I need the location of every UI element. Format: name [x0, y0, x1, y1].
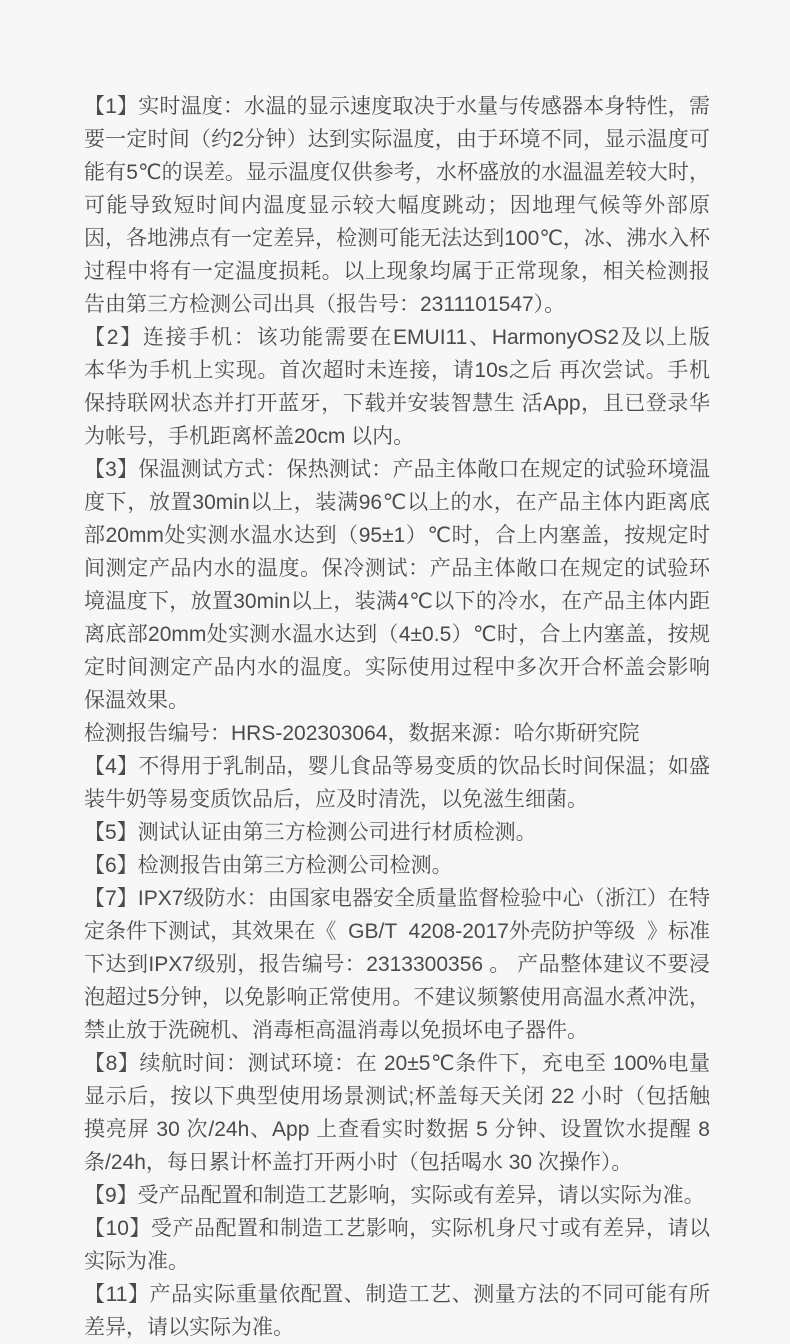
footnote-11-weight-variance: 【11】产品实际重量依配置、制造工艺、测量方法的不同可能有所差异，请以实际为准。 — [84, 1283, 710, 1339]
footnote-2-phone-connection: 【2】连接手机：该功能需要在EMUI11、HarmonyOS2及以上版 本华为手机上实现。首次超时未连接，请10s之后 再次尝试。手机保持联网状态并打开蓝牙，下载并安装智慧生 活App，且已登录华为帐号，手机距离杯盖20cm 以内。 — [84, 326, 734, 448]
footnote-8-battery-life: 【8】续航时间：测试环境：在 20±5℃条件下，充电至 100%电量显示后，按以下典型使用场景测试;杯盖每天关闭 22 小时（包括触摸亮屏 30 次/24h、App 上查看实时数据 5 分钟、设置饮水提醒 8 条/24h，每日累计杯盖打开两小时（包括喝水 30 次操作）。 — [84, 1052, 716, 1174]
footnote-3-insulation-test: 【3】保温测试方式：保热测试：产品主体敞口在规定的试验环境温度下，放置30min以上，装满96℃以上的水，在产品主体内距离底部20mm处实测水温水达到（95±1）℃时，合上内塞盖，按规定时间测定产品内水的温度。保冷测试：产品主体敞口在规定的试验环境温度下，放置30min以上，装满4℃以下的冷水，在产品主体内距离底部20mm处实测水温水达到（4±0.5）℃时，合上内塞盖，按规定时间测定产品内水的温度。实际使用过程中多次开合杯盖会影响保温效果。 — [84, 458, 710, 712]
report-number-line: 检测报告编号：HRS-202303064，数据来源：哈尔斯研究院 — [84, 722, 640, 745]
footnote-7-ipx7-waterproof: 【7】IPX7级防水：由国家电器安全质量监督检验中心（浙江）在特定条件下测试，其效果在《 GB/T 4208-2017外壳防护等级 》标准下达到IPX7级别，报告编号：2313300356 。 产品整体建议不要浸泡超过5分钟，以免影响正常使用。不建议频繁使用高温水煮冲洗，禁止放于洗碗机、消毒柜高温消毒以免损坏电子器件。 — [84, 887, 710, 1042]
footnote-1-realtime-temperature: 【1】实时温度：水温的显示速度取决于水量与传感器本身特性，需要一定时间（约2分钟）达到实际温度，由于环境不同，显示温度可能有5℃的误差。显示温度仅供参考，水杯盛放的水温温差较大时，可能导致短时间内温度显示较大幅度跳动；因地理气候等外部原因，各地沸点有一定差异，检测可能无法达到100℃，冰、沸水入杯过程中将有一定温度损耗。以上现象均属于正常现象，相关检测报告由第三方检测公司出具（报告号：2311101547）。 — [84, 95, 710, 316]
footnote-5-material-certification: 【5】测试认证由第三方检测公司进行材质检测。 — [84, 821, 537, 844]
footnote-4-dairy-warning: 【4】不得用于乳制品，婴儿食品等易变质的饮品长时间保温；如盛装牛奶等易变质饮品后，应及时清洗，以免滋生细菌。 — [84, 755, 710, 811]
footnote-9-config-variance: 【9】受产品配置和制造工艺影响，实际或有差异，请以实际为准。 — [84, 1184, 705, 1207]
footnote-6-test-report: 【6】检测报告由第三方检测公司检测。 — [84, 854, 453, 877]
footnote-10-body-size-variance: 【10】受产品配置和制造工艺影响，实际机身尺寸或有差异，请以实际为准。 — [84, 1217, 710, 1273]
